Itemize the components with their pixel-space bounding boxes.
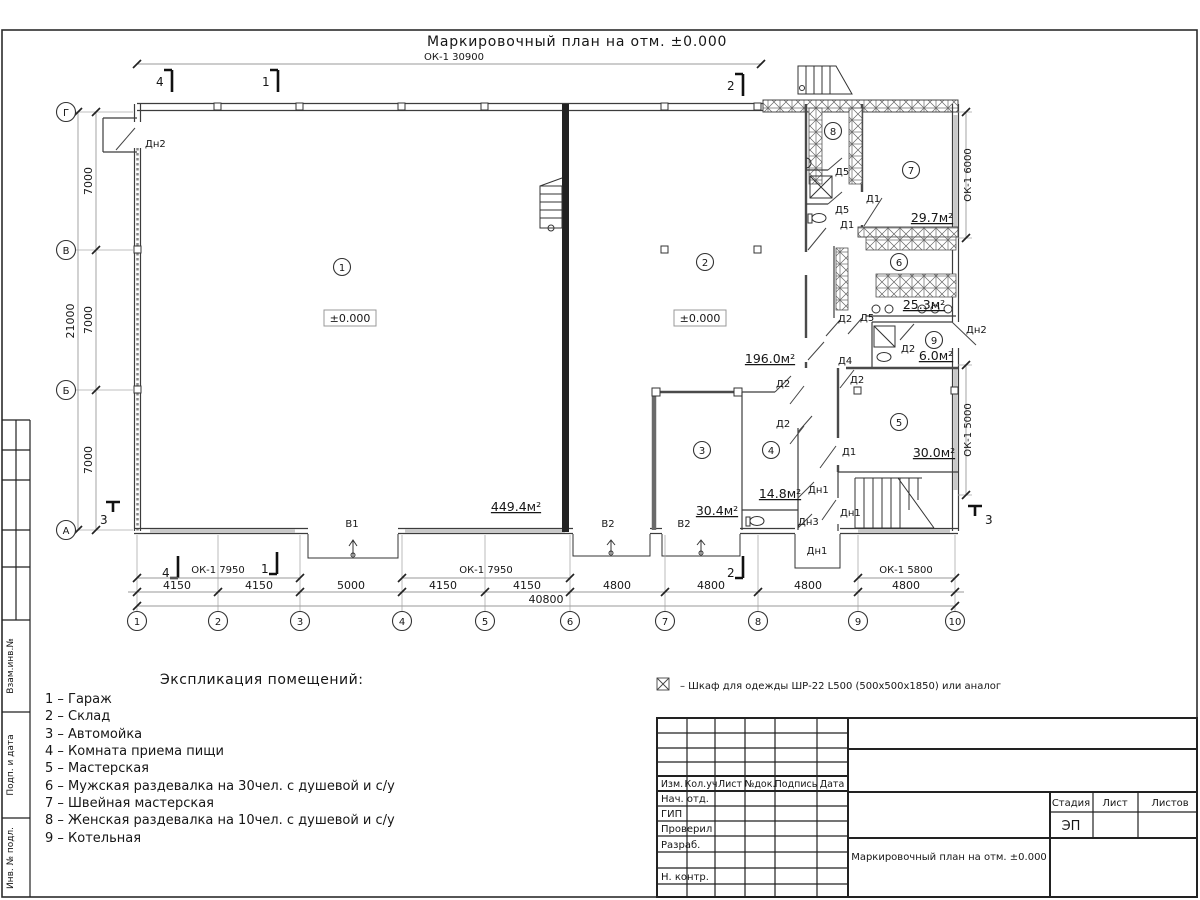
- sheet-label: Лист: [1102, 798, 1128, 809]
- legend-item: 3 – Автомойка: [45, 727, 143, 742]
- room-number: 6: [895, 258, 903, 269]
- door-label: Д1: [866, 194, 881, 205]
- axis-row: Б: [62, 386, 70, 397]
- tb-row: Нач. отд.: [661, 794, 709, 805]
- door-label: Д5: [835, 167, 850, 178]
- room-number: 4: [767, 446, 775, 457]
- axis-col: 7: [661, 617, 669, 628]
- section-number: 1: [262, 75, 270, 89]
- gate-label: В2: [601, 519, 615, 530]
- vestibule: [103, 118, 137, 152]
- dim-total: 40800: [528, 593, 564, 606]
- room-area: 6.0м²: [918, 348, 954, 363]
- room-area: 449.4м²: [490, 499, 542, 514]
- tb-col: №док.: [744, 779, 776, 790]
- door-label: Дн2: [145, 139, 166, 150]
- dim-value: 4800: [892, 579, 920, 592]
- sheet-frame: [2, 30, 1197, 897]
- note-text: – Шкаф для одежды ШР-22 L500 (500х500х1850) или аналог: [680, 681, 1002, 692]
- stamp-side-label: Подп. и дата: [6, 734, 16, 796]
- legend-item: 1 – Гараж: [45, 692, 112, 707]
- dim-value: 7000: [82, 446, 95, 474]
- door-label: Дн3: [798, 517, 819, 528]
- axis-col: 5: [481, 617, 489, 628]
- section-number: 3: [985, 513, 993, 527]
- elevation-label: ±0.000: [329, 312, 371, 325]
- tb-col: Лист: [717, 779, 743, 790]
- axis-col: 2: [214, 617, 222, 628]
- door-label: Д2: [838, 314, 853, 325]
- room-number: 7: [907, 166, 915, 177]
- section-number: 3: [100, 513, 108, 527]
- axis-col: 3: [296, 617, 304, 628]
- room-number: 8: [829, 127, 837, 138]
- door-label: Д1: [842, 447, 857, 458]
- elevation-label: ±0.000: [679, 312, 721, 325]
- section-number: 4: [162, 566, 170, 580]
- axis-row: Г: [62, 108, 70, 119]
- axis-row: В: [62, 246, 70, 257]
- room-area: 196.0м²: [744, 351, 796, 366]
- room-area: 29.7м²: [910, 210, 954, 225]
- door-label: Д5: [860, 313, 875, 324]
- tb-col: Подпись: [774, 779, 818, 790]
- section-number: 2: [727, 566, 735, 580]
- top-window-label: ОК-1 30900: [424, 52, 484, 63]
- axis-col: 8: [754, 617, 762, 628]
- right-dimensions: [958, 108, 974, 499]
- dim-value: 4150: [429, 579, 457, 592]
- room-area: 14.8м²: [758, 486, 802, 501]
- legend-item: 9 – Котельная: [45, 831, 142, 846]
- door-label: Д1: [840, 220, 855, 231]
- axis-col: 6: [566, 617, 574, 628]
- tb-row: Разраб.: [661, 840, 701, 851]
- section-number: 4: [156, 75, 164, 89]
- gate-label: В2: [677, 519, 691, 530]
- room-number: 5: [895, 418, 903, 429]
- tb-row: Проверил: [661, 824, 713, 835]
- legend-item: 4 – Комната приема пищи: [45, 744, 224, 759]
- legend-title: Экспликация помещений:: [160, 672, 364, 688]
- room-area: 30.0м²: [912, 445, 956, 460]
- room-area: 30.4м²: [695, 503, 739, 518]
- legend-item: 2 – Склад: [45, 709, 111, 724]
- gate-v1: [308, 534, 398, 558]
- legend-item: 7 – Швейная мастерская: [45, 796, 214, 811]
- room-number: 1: [338, 263, 346, 274]
- stamp-side-label: Взам.инв.№: [6, 638, 16, 694]
- door-label: Д2: [901, 344, 916, 355]
- room-number: 3: [698, 446, 706, 457]
- axis-col: 1: [133, 617, 141, 628]
- gate-v2-right: [662, 534, 740, 556]
- legend-item: 5 – Мастерская: [45, 761, 149, 776]
- window-dim: ОК-1 5800: [879, 565, 933, 576]
- window-dim: ОК-1 7950: [191, 565, 245, 576]
- window-dim: ОК-1 6000: [963, 148, 974, 202]
- right-block-walls: [798, 104, 976, 531]
- door-label: Дн1: [808, 485, 829, 496]
- door-label: Д2: [850, 375, 865, 386]
- wall-stair-symbol: [540, 178, 562, 231]
- dim-value: 4150: [513, 579, 541, 592]
- tb-col: Изм.: [660, 779, 684, 790]
- legend-item: 8 – Женская раздевалка на 10чел. с душевой и с/у: [45, 813, 395, 828]
- door-label: Д5: [835, 205, 850, 216]
- dim-value: 4800: [697, 579, 725, 592]
- wardrobe-note: [657, 678, 1001, 692]
- window-dim: ОК-1 5000: [963, 403, 974, 457]
- room-number: 2: [701, 258, 709, 269]
- door-label: Д4: [838, 356, 853, 367]
- stage-label: Стадия: [1051, 798, 1091, 809]
- dim-value: 4150: [163, 579, 191, 592]
- stairs: [855, 478, 934, 528]
- axis-row: А: [62, 526, 70, 537]
- dim-value: 4800: [603, 579, 631, 592]
- legend-item: 6 – Мужская раздевалка на 30чел. с душевой и с/у: [45, 779, 395, 794]
- tb-row: ГИП: [661, 809, 683, 820]
- window-dim: ОК-1 7950: [459, 565, 513, 576]
- dim-value: 7000: [82, 167, 95, 195]
- axis-col: 10: [948, 617, 962, 628]
- bottom-dimensions: [128, 535, 965, 631]
- window-band-right-top: [954, 115, 958, 235]
- bottom-wall: [134, 529, 958, 534]
- tb-col: Дата: [819, 779, 845, 790]
- central-wall: [562, 104, 569, 532]
- sheets-label: Листов: [1151, 798, 1189, 809]
- dim-value: 7000: [82, 306, 95, 334]
- door-label: Д2: [776, 419, 791, 430]
- axis-col: 4: [398, 617, 406, 628]
- tb-row: Н. контр.: [661, 872, 709, 883]
- room-number: 9: [930, 336, 938, 347]
- door-label: Дн1: [840, 508, 861, 519]
- door-label: Д2: [776, 379, 791, 390]
- stamp-side-label: Инв. № подл.: [6, 826, 16, 890]
- external-stair: [798, 66, 852, 94]
- drawing-title: Маркировочный план на отм. ±0.000: [427, 34, 728, 50]
- room-area: 25.3м²: [902, 297, 946, 312]
- left-dimensions: [57, 103, 134, 540]
- title-block: [657, 718, 1197, 897]
- tb-doc-title: Маркировочный план на отм. ±0.000: [851, 852, 1047, 863]
- gate-v2-left: [573, 534, 650, 556]
- dim-value: 4800: [794, 579, 822, 592]
- stage-value: ЭП: [1061, 819, 1081, 834]
- section-number: 1: [261, 562, 269, 576]
- section-number: 2: [727, 79, 735, 93]
- axis-col: 9: [854, 617, 862, 628]
- door-label: Дн2: [966, 325, 987, 336]
- dim-total: 21000: [64, 303, 77, 339]
- gate-label: В1: [345, 519, 359, 530]
- room-legend: [45, 672, 395, 846]
- tb-col: Кол.уч: [684, 779, 718, 790]
- dim-value: 4150: [245, 579, 273, 592]
- dim-value: 5000: [337, 579, 365, 592]
- door-label: Дн1: [806, 546, 828, 557]
